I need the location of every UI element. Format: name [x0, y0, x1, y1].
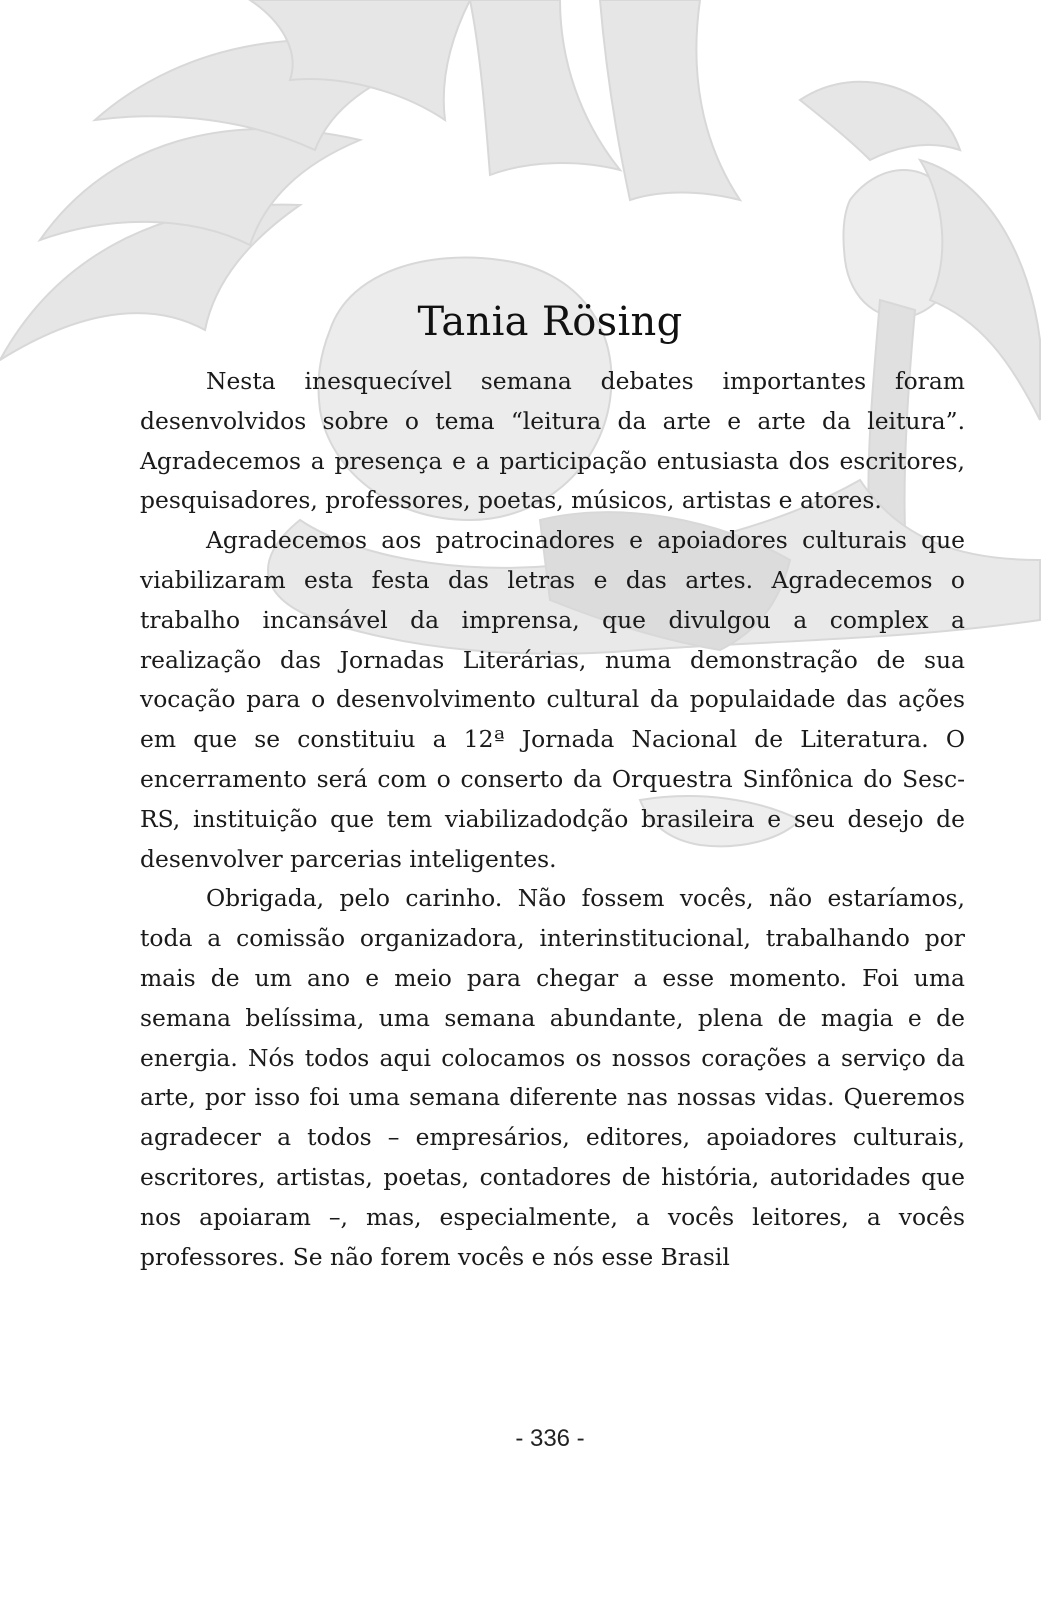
paragraph-2: Agradecemos aos patrocinadores e apoiadores culturais que viabilizaram esta festa das letras e das artes. Agradecemos o trabalho incansável da imprensa, que divulgou a complex a realização das Jornadas Literárias, numa demonstração de sua vocação para o desenvolvimento cultural da populaidade das ações em que se constituiu a 12ª Jornada Nacional de Literatura. O encerramento será com o conserto da Orquestra Sinfônica do Sesc-RS, instituição que tem viabilizadodção brasileira e seu desejo de desenvolver parcerias inteligentes. [140, 526, 965, 873]
paragraph-3: Obrigada, pelo carinho. Não fossem vocês, não estaríamos, toda a comissão organizadora, interinstitucional, trabalhando por mais de um ano e meio para chegar a esse momento. Foi uma semana belíssima, uma semana abundante, plena de magia e de energia. Nós todos aqui colocamos os nossos corações a serviço da arte, por isso foi uma semana diferente nas nossas vidas. Queremos agradecer a todos – empresários, editores, apoiadores culturais, escritores, artistas, poetas, contadores de história, autoridades que nos apoiaram –, mas, especialmente, a vocês leitores, a vocês professores. Se não forem vocês e nós esse Brasil [140, 884, 965, 1271]
paragraph-1: Nesta inesquecível semana debates importantes foram desenvolvidos sobre o tema “leitura da arte e arte da leitura”. Agradecemos a presença e a participação entusiasta dos escritores, pesquisadores, professores, poetas, músicos, artistas e atores. [140, 367, 965, 515]
page-title: Tania Rösing [417, 298, 683, 345]
body-text [140, 362, 965, 1277]
page-number: - 336 - [515, 1425, 585, 1452]
